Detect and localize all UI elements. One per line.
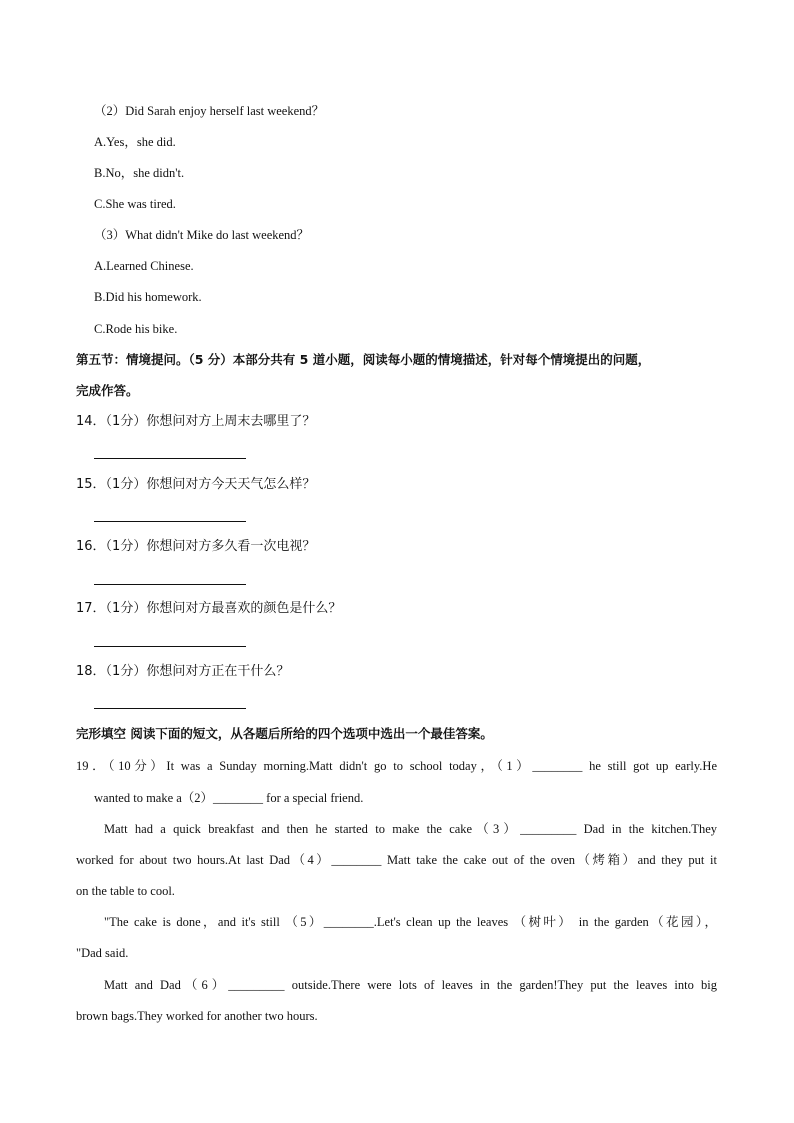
answer-blank-17[interactable] xyxy=(94,646,246,647)
answer-blank-14[interactable] xyxy=(94,458,246,459)
cloze-heading: 完形填空 阅读下面的短文，从各题后所给的四个选项中选出一个最佳答案。 xyxy=(76,726,493,741)
question-19-line: wanted to make a（2）________ for a special friend. xyxy=(94,791,364,805)
question-3-text: （3）What didn't Mike do last weekend？ xyxy=(94,228,310,242)
question-19-line: 19．（10分）It was a Sunday morning.Matt didn't go to school today，（1）________ he still got up early.He xyxy=(76,759,717,773)
question-14: 14．（1分）你想问对方上周末去哪里了？ xyxy=(76,414,316,429)
option-c: C.Rode his bike. xyxy=(94,322,178,336)
answer-blank-16[interactable] xyxy=(94,584,246,585)
passage-line: "Dad said. xyxy=(76,946,129,960)
question-17: 17．（1分）你想问对方最喜欢的颜色是什么？ xyxy=(76,601,342,616)
option-b: B.Did his homework. xyxy=(94,290,202,304)
passage-line: Matt had a quick breakfast and then he started to make the cake（3）_________ Dad in the kitchen.They xyxy=(104,822,717,836)
option-a: A.Yes，she did. xyxy=(94,135,176,149)
passage-line: Matt and Dad（6）_________ outside.There were lots of leaves in the garden!They put the leaves into big xyxy=(104,978,717,992)
section-5-heading-cont: 完成作答。 xyxy=(76,383,139,398)
section-5-heading: 第五节：情境提问。（5 分）本部分共有 5 道小题，阅读每小题的情境描述，针对每个情境提出的问题， xyxy=(76,352,651,367)
option-c: C.She was tired. xyxy=(94,197,176,211)
question-16: 16．（1分）你想问对方多久看一次电视？ xyxy=(76,539,316,554)
passage-line: brown bags.They worked for another two hours. xyxy=(76,1009,318,1023)
option-b: B.No，she didn't. xyxy=(94,166,185,180)
passage-line: "The cake is done，and it's still （5）________.Let's clean up the leaves （树叶） in the garden（花园）， xyxy=(104,915,717,929)
passage-line: worked for about two hours.At last Dad（4）________ Matt take the cake out of the oven（烤箱）and they put it xyxy=(76,853,717,867)
passage-line: on the table to cool. xyxy=(76,884,175,898)
answer-blank-18[interactable] xyxy=(94,708,246,709)
question-18: 18．（1分）你想问对方正在干什么？ xyxy=(76,664,290,679)
option-a: A.Learned Chinese. xyxy=(94,259,194,273)
answer-blank-15[interactable] xyxy=(94,521,246,522)
question-2-text: （2）Did Sarah enjoy herself last weekend？ xyxy=(94,104,325,118)
question-15: 15．（1分）你想问对方今天天气怎么样？ xyxy=(76,477,316,492)
